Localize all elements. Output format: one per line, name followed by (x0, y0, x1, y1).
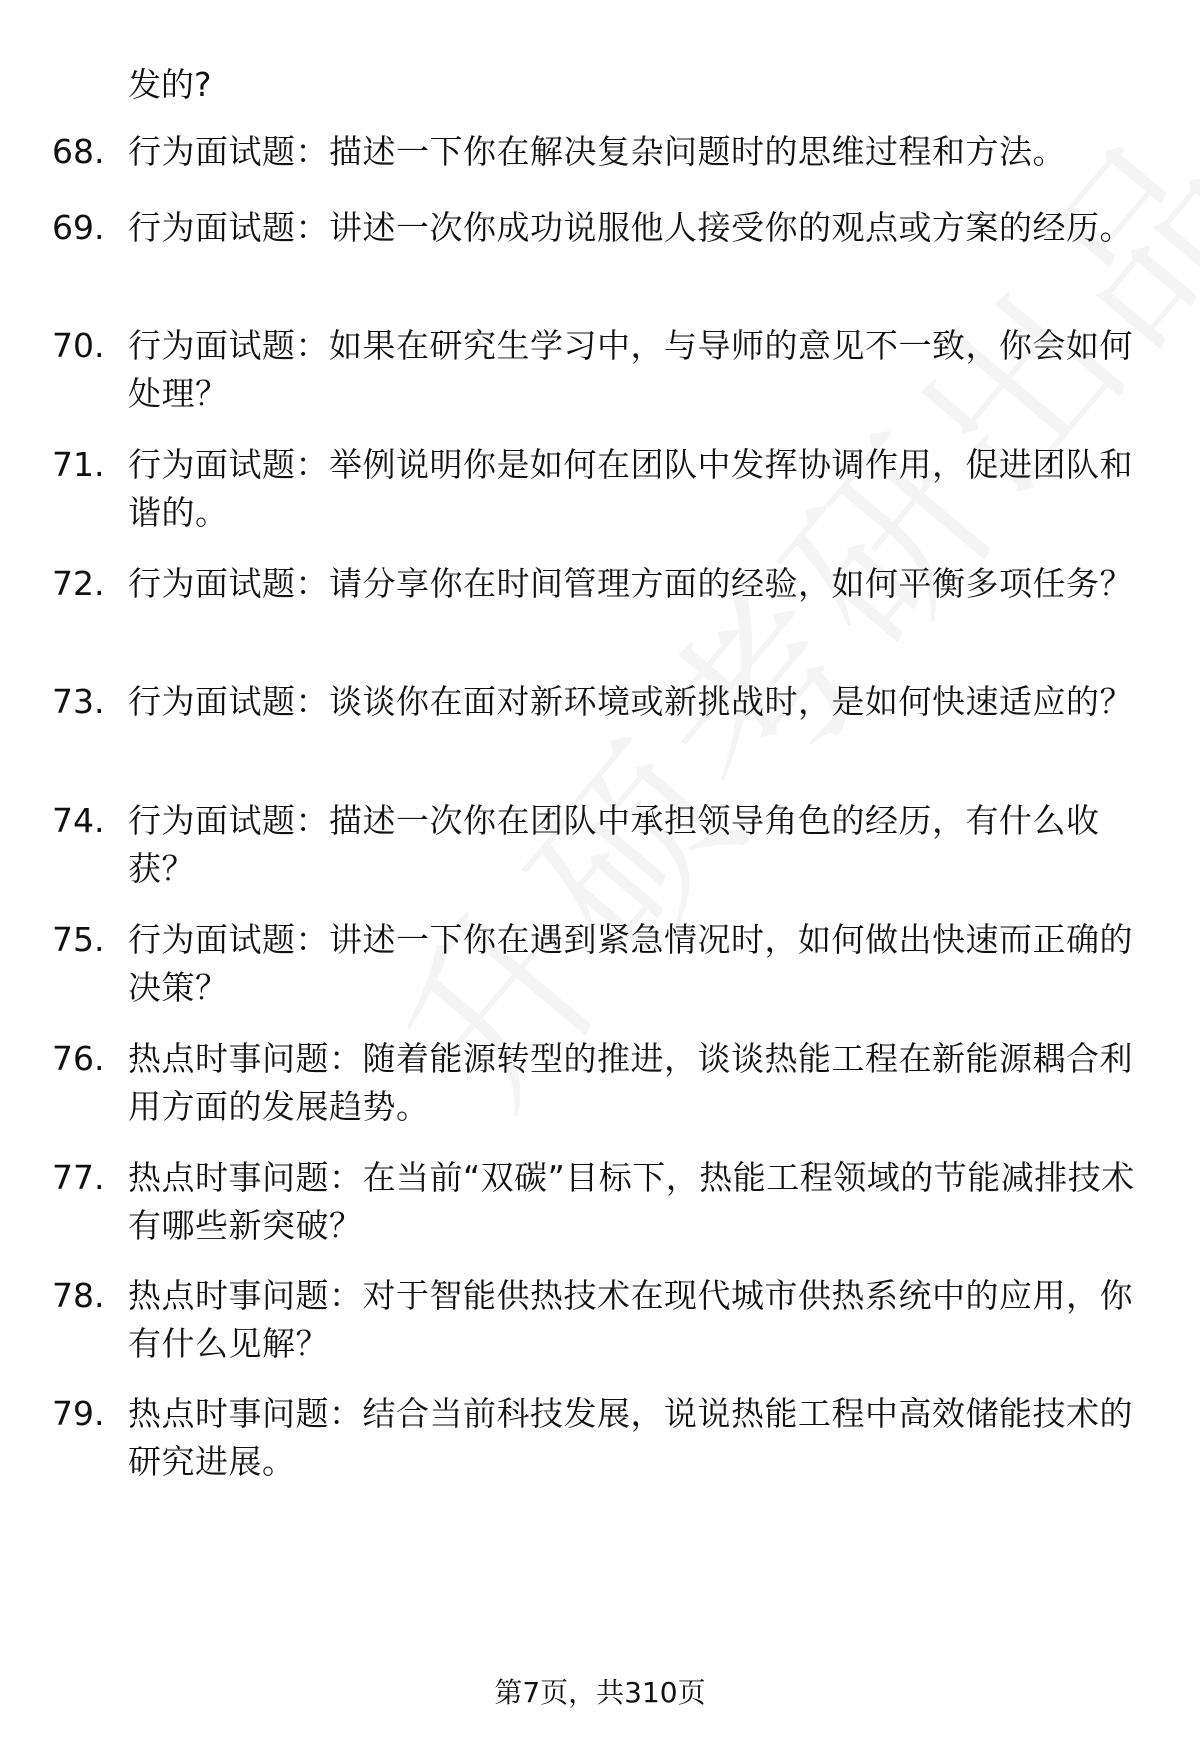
item-text: 行为面试题：描述一下你在解决复杂问题时的思维过程和方法。 (128, 132, 1066, 171)
item-number: 75. (52, 920, 105, 959)
item-text: 行为面试题：请分享你在时间管理方面的经验，如何平衡多项任务？ (128, 564, 1133, 603)
item-number: 78. (52, 1276, 105, 1315)
item-number: 74. (52, 801, 105, 840)
item-number: 79. (52, 1394, 105, 1433)
item-text: 行为面试题：如果在研究生学习中，与导师的意见不一致，你会如何处理？ (128, 326, 1133, 413)
item-number: 71. (52, 445, 105, 484)
item-text: 行为面试题：谈谈你在面对新环境或新挑战时，是如何快速适应的？ (128, 682, 1133, 721)
item-text: 行为面试题：描述一次你在团队中承担领导角色的经历，有什么收获？ (128, 801, 1100, 888)
item-text: 热点时事问题：随着能源转型的推进，谈谈热能工程在新能源耦合利用方面的发展趋势。 (128, 1039, 1133, 1126)
item-number: 68. (52, 132, 105, 171)
item-text: 热点时事问题：在当前“双碳”目标下，热能工程领域的节能减排技术有哪些新突破？ (128, 1158, 1135, 1245)
item-number: 72. (52, 564, 105, 603)
continuation-text: 发的? (128, 65, 212, 104)
item-number: 76. (52, 1039, 105, 1078)
item-text: 行为面试题：讲述一下你在遇到紧急情况时，如何做出快速而正确的决策？ (128, 920, 1133, 1007)
item-number: 70. (52, 326, 105, 365)
item-number: 73. (52, 682, 105, 721)
page-footer: 第7页，共310页 (494, 1676, 706, 1709)
item-text: 热点时事问题：对于智能供热技术在现代城市供热系统中的应用，你有什么见解？ (128, 1276, 1133, 1363)
item-number: 69. (52, 208, 105, 247)
item-text: 热点时事问题：结合当前科技发展，说说热能工程中高效储能技术的研究进展。 (128, 1394, 1133, 1481)
item-text: 行为面试题：举例说明你是如何在团队中发挥协调作用，促进团队和谐的。 (128, 445, 1133, 532)
item-number: 77. (52, 1158, 105, 1197)
item-text: 行为面试题：讲述一次你成功说服他人接受你的观点或方案的经历。 (128, 208, 1133, 247)
